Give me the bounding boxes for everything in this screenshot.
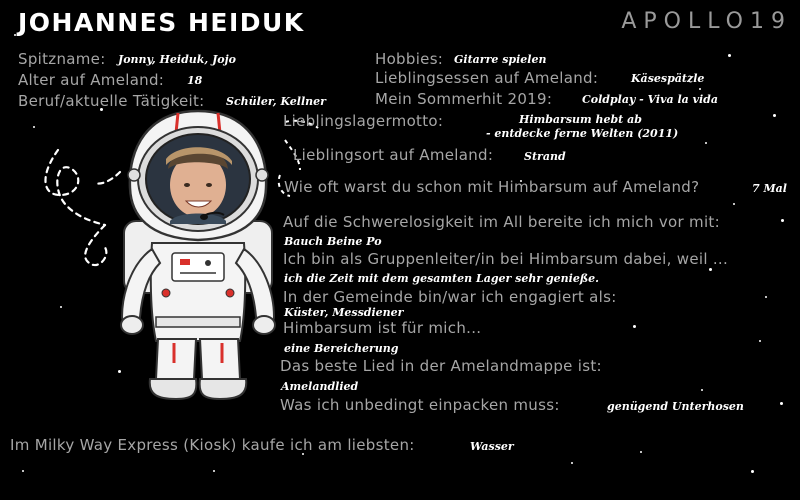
howoften-label: Wie oft warst du schon mit Himbarsum auf Ameland? (284, 178, 700, 196)
job-value: Schüler, Kellner (226, 95, 326, 108)
place-label: Lieblingsort auf Ameland: (293, 146, 494, 164)
hit-label: Mein Sommerhit 2019: (375, 90, 553, 108)
song-value: Amelandlied (281, 380, 359, 393)
age-label: Alter auf Ameland: (18, 71, 165, 89)
prep-value: Bauch Beine Po (284, 235, 382, 248)
leader-value: ich die Zeit mit dem gesamten Lager sehr genieße. (284, 272, 600, 285)
hobbies-label: Hobbies: (375, 50, 444, 68)
apollo-logo: APOLLO19 (621, 9, 792, 34)
kiosk-label: Im Milky Way Express (Kiosk) kaufe ich am liebsten: (10, 436, 415, 454)
song-label: Das beste Lied in der Amelandmappe ist: (280, 357, 602, 375)
himbarsum-label: Himbarsum ist für mich... (283, 319, 482, 337)
parish-label: In der Gemeinde bin/war ich engagiert als: (283, 288, 617, 306)
leader-label: Ich bin als Gruppenleiter/in bei Himbarsum dabei, weil ... (283, 250, 729, 268)
astronaut-illustration-icon (108, 103, 288, 403)
howoften-value: 7 Mal (752, 182, 787, 195)
pack-value: genügend Unterhosen (607, 400, 744, 413)
food-value: Käsespätzle (631, 72, 705, 85)
prep-label: Auf die Schwerelosigkeit im All bereite ich mich vor mit: (283, 213, 720, 231)
kiosk-value: Wasser (470, 440, 514, 453)
pack-label: Was ich unbedingt einpacken muss: (280, 396, 560, 414)
parish-value: Küster, Messdiener (284, 306, 404, 319)
motto-value-line2: - entdecke ferne Welten (2011) (486, 127, 679, 140)
place-value: Strand (524, 150, 566, 163)
nickname-label: Spitzname: (18, 50, 106, 68)
job-label: Beruf/aktuelle Tätigkeit: (18, 92, 205, 110)
nickname-value: Jonny, Heiduk, Jojo (118, 53, 236, 66)
himbarsum-value: eine Bereicherung (284, 342, 399, 355)
food-label: Lieblingsessen auf Ameland: (375, 69, 599, 87)
motto-value-line1: Himbarsum hebt ab (519, 113, 642, 126)
motto-label: Lieblingslagermotto: (283, 112, 444, 130)
page-title: JOHANNES HEIDUK (18, 8, 305, 37)
hobbies-value: Gitarre spielen (454, 53, 547, 66)
age-value: 18 (187, 74, 203, 87)
hit-value: Coldplay - Viva la vida (582, 93, 718, 106)
